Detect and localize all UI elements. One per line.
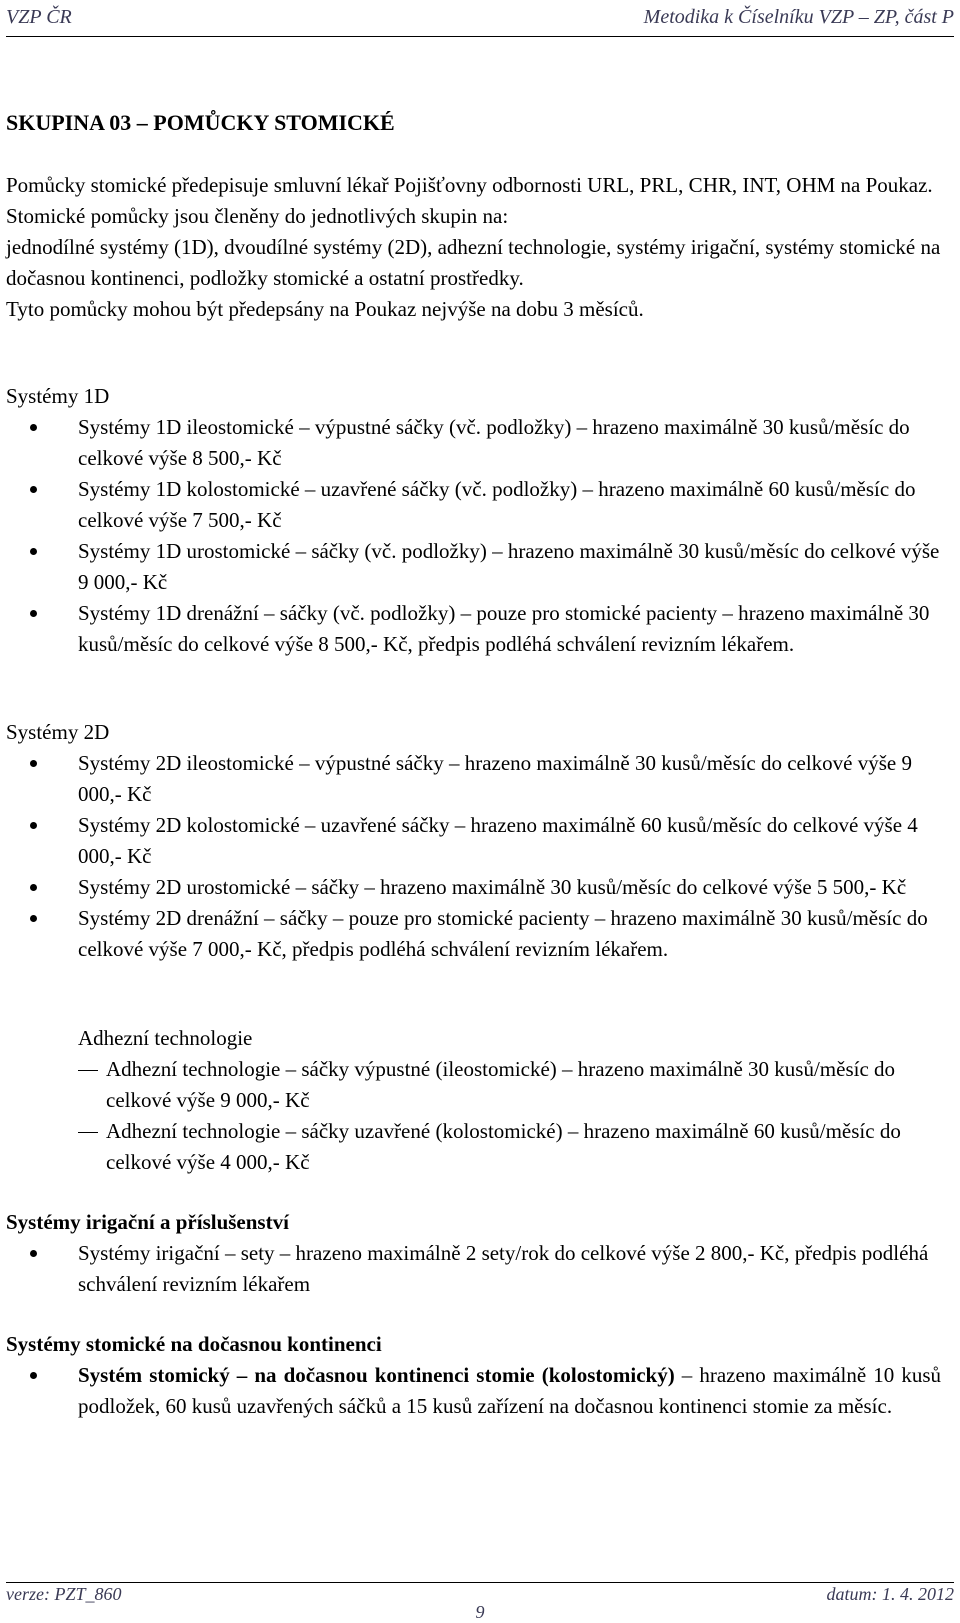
list-item: [6, 1360, 941, 1422]
list-item: Adhezní technologie – sáčky výpustné (ileostomické) – hrazeno maximálně 30 kusů/měsíc do celkové výše 9 000,- Kč: [6, 1054, 906, 1116]
footer-rule: [6, 1582, 954, 1583]
section-title-kontinence: Systémy stomické na dočasnou kontinenci: [6, 1332, 382, 1356]
list-irigacni: [6, 1238, 941, 1300]
list-1d: [6, 412, 941, 660]
list-item: Systémy 2D urostomické – sáčky – hrazeno maximálně 30 kusů/měsíc do celkové výše 5 500,- Kč: [6, 872, 941, 903]
list-kontinence: [6, 1360, 941, 1422]
list-item: Systémy 1D drenážní – sáčky (vč. podložky) – pouze pro stomické pacienty – hrazeno maximálně 30 kusů/měsíc do celkové výše 8 500,- Kč, předpis podléhá schválení revizním lékařem.: [6, 598, 941, 660]
list-item: Systémy 1D urostomické – sáčky (vč. podložky) – hrazeno maximálně 30 kusů/měsíc do celkové výše 9 000,- Kč: [6, 536, 941, 598]
group-title: SKUPINA 03 – POMŮCKY STOMICKÉ: [6, 110, 395, 135]
list-item: Systémy 1D ileostomické – výpustné sáčky (vč. podložky) – hrazeno maximálně 30 kusů/měsíc do celkové výše 8 500,- Kč: [6, 412, 941, 474]
section-title-adhezni: Adhezní technologie: [78, 1026, 253, 1050]
footer-version: verze: PZT_860: [6, 1584, 122, 1604]
list-item: Systémy irigační – sety – hrazeno maximálně 2 sety/rok do celkové výše 2 800,- Kč, předpis podléhá schválení revizním lékařem: [6, 1238, 941, 1300]
intro-paragraph: jednodílné systémy (1D), dvoudílné systémy (2D), adhezní technologie, systémy irigační, systémy stomické na dočasnou kontinenci, podložky stomické a ostatní prostředky.: [6, 235, 941, 290]
intro-text: [6, 170, 946, 325]
list-adhezni: [6, 1054, 906, 1178]
header-rule: [6, 36, 954, 37]
list-item: Systémy 2D ileostomické – výpustné sáčky – hrazeno maximálně 30 kusů/měsíc do celkové výše 9 000,- Kč: [6, 748, 941, 810]
intro-paragraph: Tyto pomůcky mohou být předepsány na Poukaz nejvýše na dobu 3 měsíců.: [6, 297, 644, 321]
intro-paragraph: Stomické pomůcky jsou členěny do jednotlivých skupin na:: [6, 204, 509, 228]
section-title-1d: Systémy 1D: [6, 384, 110, 408]
footer-date: datum: 1. 4. 2012: [826, 1584, 954, 1604]
list-2d: [6, 748, 941, 965]
item-text: – hrazeno maximálně 10 kusů podložek, 60 kusů uzavřených sáčků a 15 kusů zařízení na dočasnou kontinenci stomie za měsíc.: [78, 1363, 941, 1418]
header-doc-title: Metodika k Číselníku VZP – ZP, část P: [643, 6, 954, 28]
page-number: 9: [475, 1602, 485, 1622]
section-title-irigacni: Systémy irigační a příslušenství: [6, 1210, 289, 1234]
item-bold-text: Systém stomický – na dočasnou kontinenci stomie (kolostomický): [78, 1363, 675, 1387]
header-org: VZP ČR: [6, 6, 72, 28]
page-header: [6, 2, 954, 34]
section-title-2d: Systémy 2D: [6, 720, 110, 744]
list-item: Systémy 1D kolostomické – uzavřené sáčky (vč. podložky) – hrazeno maximálně 60 kusů/měsíc do celkové výše 7 500,- Kč: [6, 474, 941, 536]
list-item: Adhezní technologie – sáčky uzavřené (kolostomické) – hrazeno maximálně 60 kusů/měsíc do celkové výše 4 000,- Kč: [6, 1116, 906, 1178]
list-item: Systémy 2D kolostomické – uzavřené sáčky – hrazeno maximálně 60 kusů/měsíc do celkové výše 4 000,- Kč: [6, 810, 941, 872]
list-item: Systémy 2D drenážní – sáčky – pouze pro stomické pacienty – hrazeno maximálně 30 kusů/měsíc do celkové výše 7 000,- Kč, předpis podléhá schválení revizním lékařem.: [6, 903, 941, 965]
intro-paragraph: Pomůcky stomické předepisuje smluvní lékař Pojišťovny odbornosti URL, PRL, CHR, INT, OHM na Poukaz.: [6, 173, 933, 197]
